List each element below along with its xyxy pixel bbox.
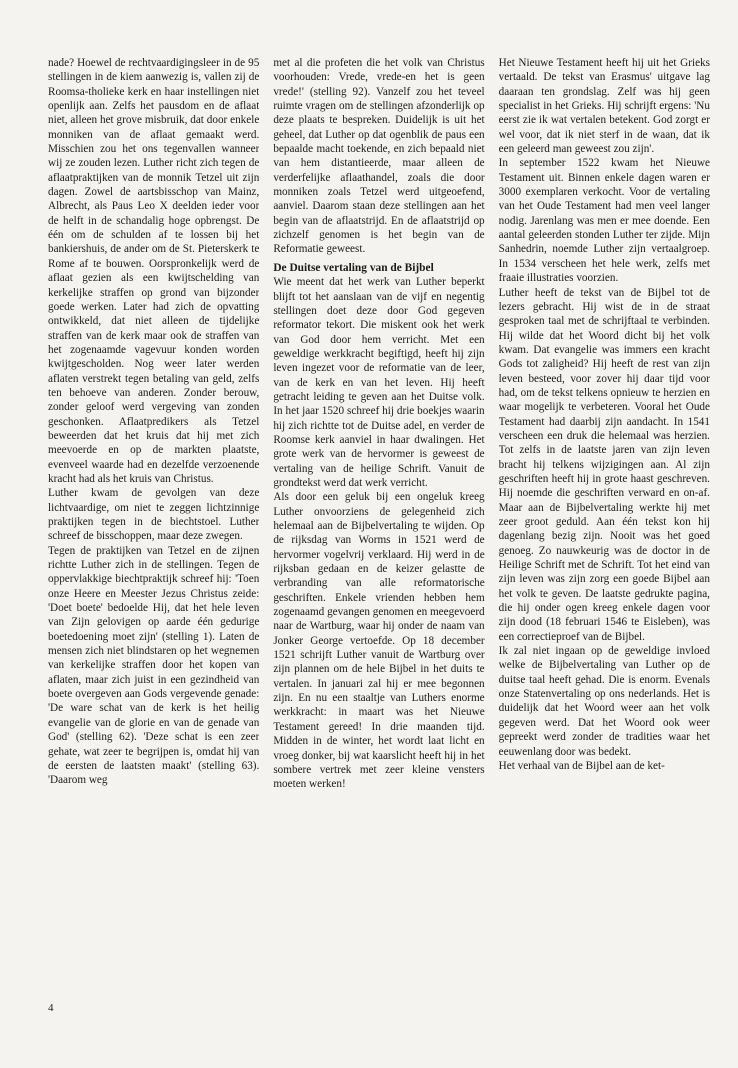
paragraph: Het Nieuwe Testament heeft hij uit het Grieks vertaald. De tekst van Erasmus' uitgave lag daaraan ten grondslag. Zelf was hij geen specialist in het Grieks. Hij schrijft ergens: 'Nu eerst zie ik wat vertalen betekent. God zorgt er wel voor, dat ik niet sterf in de waan, dat ik een geleerd man geweest zou zijn'. [498, 57, 710, 156]
column-1 [48, 56, 259, 996]
paragraph: Wie meent dat het werk van Luther beperkt blijft tot het aanslaan van de vijf en negentig stellingen doet deze door God gegeven reformator tekort. Die miskent ook het werk van God door hem verricht. Met een geweldige werkkracht begiftigd, heeft hij zijn leven ingezet voor de reformatie van de leer, van de kerk en van het leven. Hij heeft getracht leiding te geven aan het Duitse volk. In het jaar 1520 schreef hij drie boekjes waarin hij zich richtte tot de Duitse adel, en verder de Roomse kerk aanviel in haar dwalingen. Het grote werk van de hervormer is geweest de vertaling van de heilige Schrift. Vanuit de grondtekst werd dat werk verricht. [273, 276, 485, 489]
paragraph: Het verhaal van de Bijbel aan de ket- [498, 759, 665, 772]
page-number: 4 [48, 1002, 54, 1014]
section-heading: De Duitse vertaling van de Bijbel [273, 261, 434, 274]
page [48, 56, 710, 996]
paragraph: Ik zal niet ingaan op de geweldige invloed welke de Bijbelvertaling van Luther op de duitse taal heeft gehad. Die is enorm. Evenals onze Statenvertaling op ons nederlands. Het is duidelijk dat het Woord weer aan het volk gegeven werd. Dat het Woord ook weer gepreekt werd zonder de tradities waar het eeuwenlang door was bedekt. [498, 645, 710, 758]
column-3 [499, 56, 710, 996]
paragraph: In september 1522 kwam het Nieuwe Testament uit. Binnen enkele dagen waren er 3000 exemplaren verkocht. Voor de vertaling van het Oude Testament had men veel langer nodig. Jarenlang was men er mee doende. Een aantal geleerden stonden Luther ter zijde. Mijn Sanhedrin, noemde Luther zijn vertaalgroep. In 1534 verscheen het hele werk, zelfs met fraaie illustraties voorzien. [498, 157, 710, 285]
paragraph: met al die profeten die het volk van Christus voorhouden: Vrede, vrede-en het is geen vrede!' (stelling 92). Vanzelf zou het teveel ruimte vragen om de stellingen afzonderlijk op deze plaats te bespreken. Duidelijk is uit het geheel, dat Luther op dat ogenblik de paus een bepaalde macht toekende, en zich bepaald niet van hem distantieerde, maar alleen de verderfelijke aflaathandel, zoals die door monniken zoals Tetzel werd uitgeoefend, aanviel. Daarom staan deze stellingen aan het begin van de aflaatstrijd. En de aflaatstrijd op zichzelf genomen is het begin van de Reformatie geweest. [273, 57, 485, 256]
paragraph: Luther kwam de gevolgen van deze lichtvaardige, om niet te zeggen lichtzinnige praktijken tegen in de biechtstoel. Luther schreef de bisschoppen, maar deze zwegen. [48, 487, 260, 543]
paragraph: nade? Hoewel de rechtvaardigingsleer in de 95 stellingen in de kiem aanwezig is, vallen zij de Roomsa-tholieke kerk en haar instellingen niet openlijk aan. Zelfs het pausdom en de aflaat niet, alleen het grove misbruik, dat door enkele monniken van de aflaat gemaakt werd. Misschien zou het ons tegenvallen wanneer wij ze zouden lezen. Luther richt zich tegen de aflaatpraktijken van de monnik Tetzel uit zijn dagen. Zowel de aartsbisschop van Mainz, Albrecht, als Paus Leo X deelden ieder voor de helft in de schandalig hoge opbrengst. De één om de schulden af te lossen bij het bankiershuis, de ander om de St. Pieterskerk te Rome af te bouwen. Oorspronkelijk werd de aflaat gezien als een kwijtschelding van kerkelijke straffen op grond van bijzonder goede werken. Later had zich de opvatting ontwikkeld, dat niet alleen de tijdelijke straffen van de kerk maar ook de straffen van het zogenaamde vagevuur konden worden kwijtgescholden. Nog weer later werden aflaten verstrekt tegen betaling van geld, zelfs ten behoeve van anderen. Zonder berouw, zonder geloof werd vergeving van zonden geschonken. Aflaatpredikers als Tetzel beweerden dat het kruis dat hij met zich meevoerde en op de markten plaatste, evenveel waarde had en dezelfde verzoenende kracht had als het kruis van Christus. [48, 57, 260, 485]
paragraph: Tegen de praktijken van Tetzel en de zijnen richtte Luther zich in de stellingen. Tegen de oppervlakkige biechtpraktijk schreef hij: 'Toen onze Heere en Meester Jezus Christus zeide: 'Doet boete' bedoelde Hij, dat het hele leven van Zijn gelovigen op aarde één gedurige boetedoening moet zijn' (stelling 1). Laten de mensen zich niet blindstaren op het wegnemen van kerkelijke straffen door het kopen van aflaten, maar zich juist in een gezindheid van boete overgeven aan Gods vergevende genade: 'De ware schat van de kerk is het heilig evangelie van de glorie en van de genade van God' (stelling 62). 'Deze schat is een zeer gehate, wat zeer te begrijpen is, omdat hij van de eersten de laatsten maakt' (stelling 63). 'Daarom weg [48, 544, 260, 787]
paragraph: Luther heeft de tekst van de Bijbel tot de lezers gebracht. Hij wist de in de straat gesproken taal met de schrijftaal te verbinden. Hij wilde dat het Woord dicht bij het volk kwam. Dat evangelie was immers een kracht Gods tot zaligheid? Hij heeft de rest van zijn leven besteed, voor zover hij daar tijd voor had, om de tekst telkens opnieuw te herzien en waar mogelijk te verbeteren. Vooral het Oude Testament had daarbij zijn aandacht. In 1541 verscheen een druk die helemaal was herzien. Tot zelfs in de laatste jaren van zijn leven bracht hij telkens wijzigingen aan. Al zijn geschriften heeft hij in grote haast geschreven. Hij noemde die geschriften verward en on-af. Maar aan de Bijbelvertaling werkte hij met zeer groot geduld. Aan één tekst kon hij dagenlang bezig zijn. Nooit was het goed genoeg. Zo nauwkeurig was de doctor in de Heilige Schrift met de Schrift. Tot het eind van zijn leven was zijn zorg een goede Bijbel aan het volk te geven. De laatste gedrukte pagina, die hij onder ogen kreeg enkele dagen voor zijn dood (18 februari 1546 te Eisleben), was een correctieproef van de Bijbel. [498, 286, 710, 643]
column-2 [273, 56, 484, 996]
paragraph: Als door een geluk bij een ongeluk kreeg Luther onvoorziens de gelegenheid zich helemaal aan de Bijbelvertaling te wijden. Op de rijksdag van Worms in 1521 werd de hervormer vogelvrij verklaard. Hij werd in de rijksban gedaan en de keizer gelastte de verbranding van alle reformatorische geschriften. Enkele vrienden hebben hem zogenaamd gevangen genomen en meegevoerd naar de Wartburg, waar hij onder de naam van Jonker George vertoefde. Op 18 december 1521 schrijft Luther vanuit de Wartburg over zijn plannen om de hele Bijbel in het duits te vertalen. In januari zal hij er mee begonnen zijn. En nu een staaltje van Luthers enorme werkkracht: in maart was het Nieuwe Testament gereed! In drie maanden tijd. Midden in de winter, het wordt laat licht en vroeg donker, bij wat kaarslicht heeft hij in het sombere vertrek met zeer kleine vensters moeten werken! [273, 491, 485, 791]
